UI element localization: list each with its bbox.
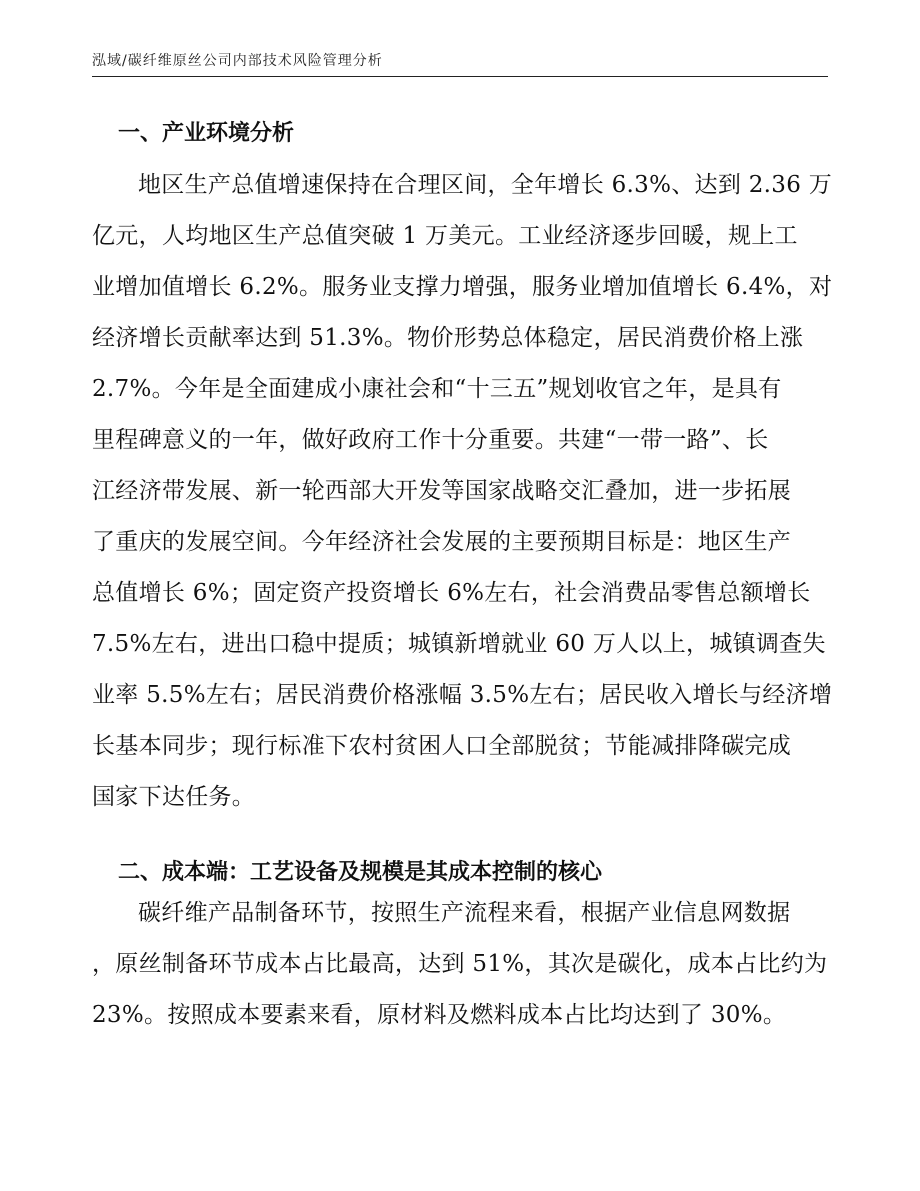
paragraph-line: 江经济带发展、新一轮西部大开发等国家战略交汇叠加，进一步拓展 [92,478,791,504]
paragraph-line: 国家下达任务。 [92,784,256,810]
section-heading-cost-side: 二、成本端：工艺设备及规模是其成本控制的核心 [118,860,603,885]
paragraph-industry-environment [92,160,833,823]
paragraph-line: 亿元，人均地区生产总值突破 1 万美元。工业经济逐步回暖，规上工 [92,223,798,249]
paragraph-line: 碳纤维产品制备环节，按照生产流程来看，根据产业信息网数据 [138,900,791,926]
paragraph-line: 长基本同步；现行标准下农村贫困人口全部脱贫；节能减排降碳完成 [92,733,791,759]
paragraph-line: 7.5%左右，进出口稳中提质；城镇新增就业 60 万人以上，城镇调查失 [92,631,826,657]
section-heading-industry-environment: 一、产业环境分析 [118,121,295,146]
header-rule [92,76,828,77]
paragraph-line: 23%。按照成本要素来看，原材料及燃料成本占比均达到了 30%。 [92,1002,787,1028]
paragraph-line: 业增加值增长 6.2%。服务业支撑力增强，服务业增加值增长 6.4%，对 [92,274,833,300]
paragraph-line: 经济增长贡献率达到 51.3%。物价形势总体稳定，居民消费价格上涨 [92,325,804,351]
paragraph-line: 2.7%。今年是全面建成小康社会和“十三五”规划收官之年，是具有 [92,376,782,402]
running-header: 泓域/碳纤维原丝公司内部技术风险管理分析 [92,53,383,69]
paragraph-line: ，原丝制备环节成本占比最高，达到 51%，其次是碳化，成本占比约为 [92,951,828,977]
paragraph-cost-side [92,888,828,1041]
paragraph-line: 地区生产总值增速保持在合理区间，全年增长 6.3%、达到 2.36 万 [138,172,833,198]
paragraph-line: 了重庆的发展空间。今年经济社会发展的主要预期目标是：地区生产 [92,529,791,555]
paragraph-line: 业率 5.5%左右；居民消费价格涨幅 3.5%左右；居民收入增长与经济增 [92,682,833,708]
paragraph-line: 总值增长 6%；固定资产投资增长 6%左右，社会消费品零售总额增长 [92,580,811,606]
paragraph-line: 里程碑意义的一年，做好政府工作十分重要。共建“一带一路”、长 [92,427,769,453]
